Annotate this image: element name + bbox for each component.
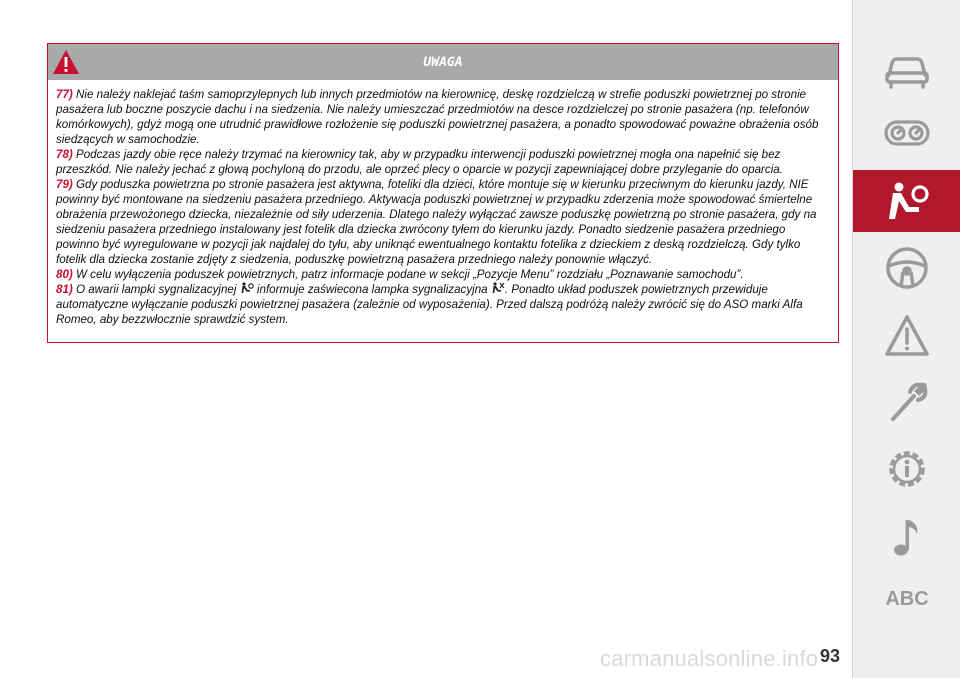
item-text: O awarii lampki sygnalizacyjnej [76,283,237,296]
warning-triangle-icon [883,312,931,360]
airbag-deactivated-lamp-icon [491,282,505,294]
sidebar-tab-dashboard[interactable] [853,103,960,165]
warning-item-77 [56,87,830,147]
item-text: Gdy poduszka powietrzna po stronie pasażera jest aktywna, foteliki dla dzieci, które montuje się w kierunku przeciwnym do kierunku jazdy, NIE powinny być montowane na siedzeniu pasażera przedniego. Aktywacja poduszki powietrznej w przypadku zderzenia może spowodować śmiertelne obrażenia przewożonego dziecka, niezależnie od siły uderzenia. Dlatego należy wyłączać zawsze poduszkę powietrzną po stronie pasażera, gdy na siedzeniu pasażera przedniego instalowany jest fotelik dla dziecka zwrócony tyłem do kierunku jazdy. Ponadto siedzenie pasażera przedniego powinno być wyregulowane w pozycji jak najdalej do tyłu, aby uniknąć ewentualnego kontaktu fotelika z dzieckiem z deską rozdzielczą. Gdy tylko fotelik dla dziecka zostanie zdjęty z siedzenia, poduszkę powietrzną pasażera przedniego należy ponownie włączyć. [56,178,817,266]
warning-item-79 [56,177,830,267]
warning-item-78 [56,147,830,177]
sidebar-tab-technical-data[interactable] [853,438,960,500]
sidebar-tab-steering[interactable] [853,237,960,299]
wrench-icon [883,379,931,427]
warning-box [47,43,839,343]
technical-data-gear-icon [883,445,931,493]
steering-wheel-icon [883,244,931,292]
dashboard-gauges-icon [883,110,931,158]
sidebar-tab-car[interactable] [853,38,960,100]
car-icon [883,45,931,93]
item-text: informuje zaświecona lampka sygnalizacyjna [256,283,488,296]
sidebar-tab-safety[interactable] [853,170,960,232]
item-text: . Ponadto układ poduszek powietrznych przewiduje automatyczne wyłączanie poduszki powietrznej pasażera (zależnie od wyposażenia). Przed dalszą podróżą należy zwrócić się do ASO marki Alfa Romeo, aby bezzwłocznie sprawdzić system. [56,283,803,326]
item-number: 80) [56,268,73,281]
item-number: 81) [56,283,73,296]
watermark: carmanualsonline.info [600,646,819,671]
sidebar-tab-multimedia[interactable] [853,505,960,567]
item-text: Nie należy naklejać taśm samoprzylepnych lub innych przedmiotów na kierownicę, deskę rozdzielczą w strefie poduszki powietrznej po stronie pasażera lub boczne poszycie dachu i na siedzenia. Nie należy umieszczać przedmiotów na desce rozdzielczej po stronie pasażera (np. telefonów komórkowych), gdyż mogą one utrudnić prawidłowe rozłożenie się poduszki powietrznej pasażera, a ponadto spowodować poważne obrażenia osób siedzących w samochodzie. [56,88,819,146]
warning-header [48,44,838,80]
warning-item-81 [56,282,830,327]
warning-item-80 [56,267,830,282]
item-text: W celu wyłączenia poduszek powietrznych, patrz informacje podane w sekcji „Pozycje Menu” rozdziału „Poznawanie samochodu”. [76,268,744,281]
music-note-icon [883,512,931,560]
sidebar-tab-warnings[interactable] [853,305,960,367]
item-number: 77) [56,88,73,101]
item-number: 79) [56,178,73,191]
airbag-warning-lamp-icon [240,282,254,294]
sidebar-tab-index[interactable]: ABC [885,587,929,610]
chapter-sidebar [852,0,960,678]
page-number: 93 [819,646,841,666]
sidebar-tab-maintenance[interactable] [853,372,960,434]
item-number: 78) [56,148,73,161]
item-text: Podczas jazdy obie ręce należy trzymać na kierownicy tak, aby w przypadku interwencji poduszki powietrznej mogła ona napełnić się bez przeszkód. Nie należy jechać z głową pochyloną do przodu, ale oprzeć plecy o oparcie w pozycji zapewniającej dobre przyleganie do oparcia. [56,148,783,176]
warning-title: UWAGA [423,54,463,70]
warning-icon [52,48,80,76]
airbag-safety-icon [883,177,931,225]
warning-body [48,80,838,327]
